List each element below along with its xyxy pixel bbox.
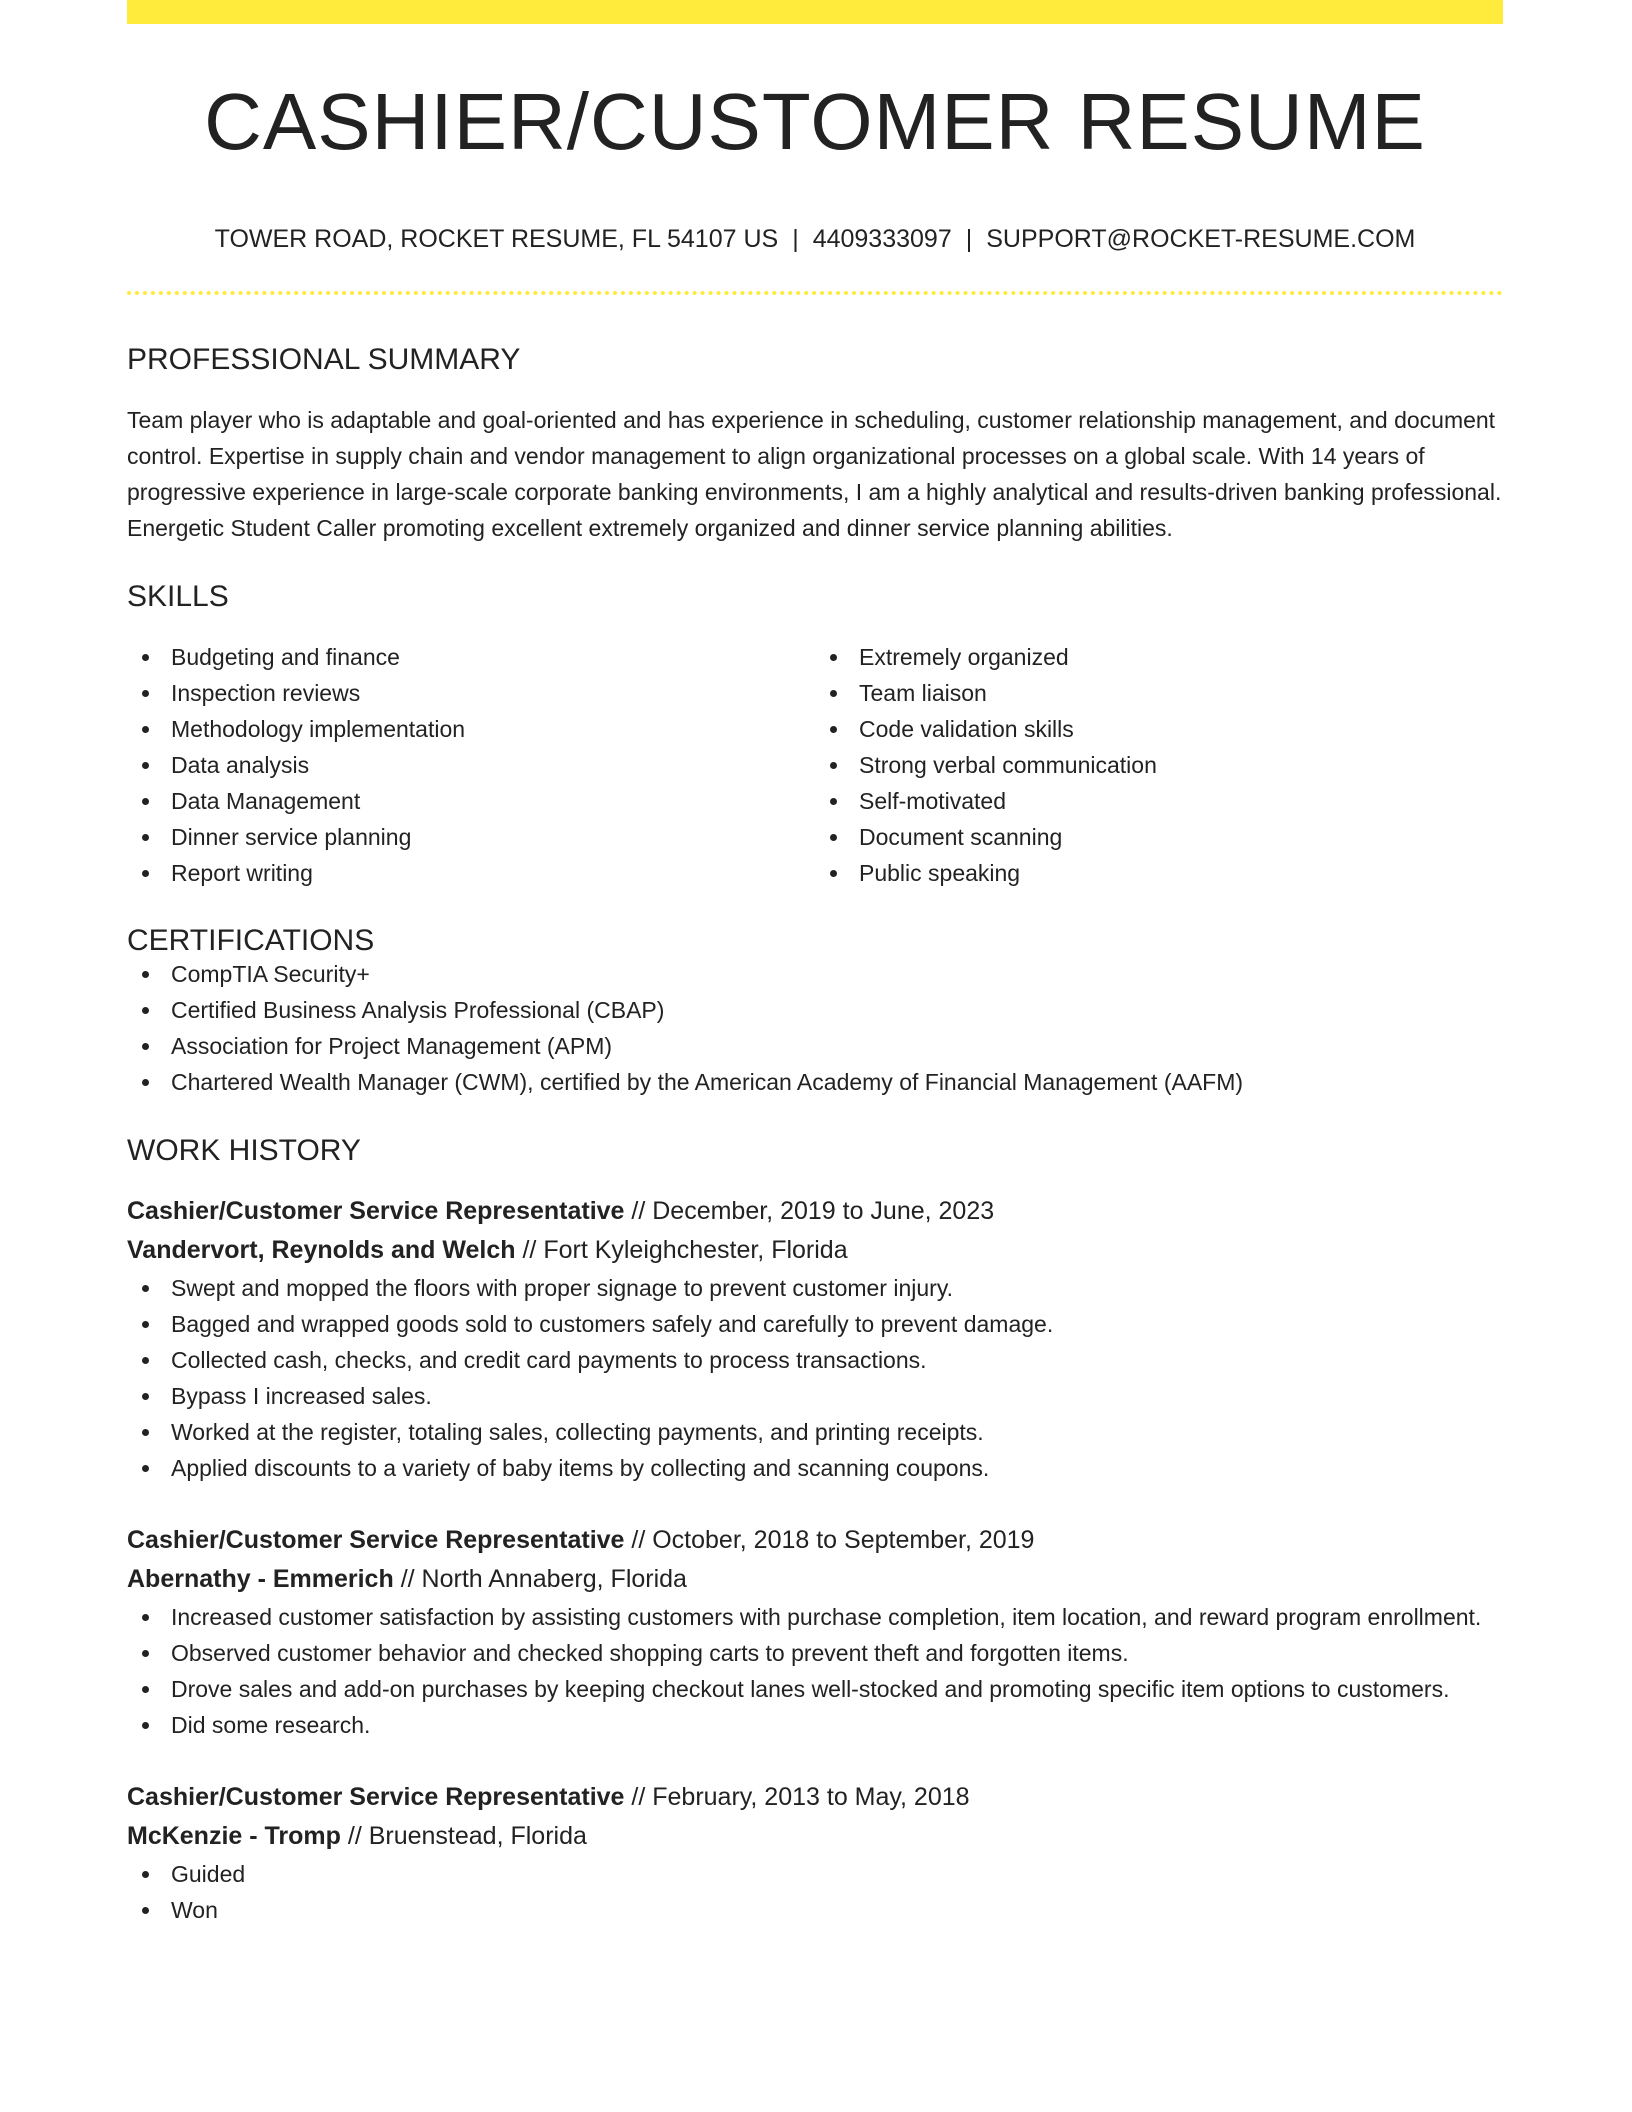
contact-phone: 4409333097 [812, 225, 952, 253]
skill-item [127, 639, 815, 675]
job-company-line [127, 1560, 1503, 1599]
bullet-dot-icon [142, 1650, 149, 1657]
job-role-line [127, 1192, 1503, 1231]
job-duty-item-text: Drove sales and add-on purchases by keeping checkout lanes well-stocked and promoting specific item options to customers. [171, 1676, 1450, 1702]
skill-item [127, 819, 815, 855]
job-role: Cashier/Customer Service Representative [127, 1197, 625, 1225]
bullet-dot-icon [142, 762, 149, 769]
certification-item-text: Certified Business Analysis Professional (CBAP) [171, 997, 665, 1023]
bullet-dot-icon [142, 654, 149, 661]
skill-item-text: Data Management [171, 788, 361, 814]
skill-item-text: Document scanning [859, 824, 1063, 850]
skill-item [815, 639, 1503, 675]
job-duty-item [127, 1599, 1503, 1635]
job-role: Cashier/Customer Service Representative [127, 1526, 625, 1554]
job-duty-item [127, 1856, 1503, 1892]
contact-email: SUPPORT@ROCKET-RESUME.COM [986, 225, 1416, 253]
job-duty-item [127, 1671, 1503, 1707]
skill-item [127, 747, 815, 783]
job-company: Abernathy - Emmerich [127, 1565, 394, 1593]
bullet-dot-icon [142, 1686, 149, 1693]
bullet-dot-icon [142, 1722, 149, 1729]
skill-item-text: Methodology implementation [171, 716, 466, 742]
bullet-dot-icon [142, 1007, 149, 1014]
job-duty-item-text: Collected cash, checks, and credit card payments to process transactions. [171, 1347, 927, 1373]
bullet-dot-icon [142, 1321, 149, 1328]
job-duty-item-text: Bagged and wrapped goods sold to customers safely and carefully to prevent damage. [171, 1311, 1054, 1337]
job-duty-item-text: Won [171, 1897, 218, 1923]
skill-item-text: Inspection reviews [171, 680, 361, 706]
dotted-divider [127, 291, 1503, 295]
job-duty-item [127, 1450, 1503, 1486]
job-duties-list [127, 1270, 1503, 1486]
skill-item [127, 783, 815, 819]
certification-item-text: CompTIA Security+ [171, 961, 370, 987]
job-company-line [127, 1817, 1503, 1856]
job-duty-item [127, 1342, 1503, 1378]
bullet-dot-icon [142, 1043, 149, 1050]
certification-item [127, 992, 1503, 1028]
skills-list-right [815, 639, 1503, 891]
bullet-dot-icon [142, 726, 149, 733]
skill-item [815, 747, 1503, 783]
skill-item [815, 855, 1503, 891]
bullet-dot-icon [142, 1907, 149, 1914]
job-duty-item [127, 1306, 1503, 1342]
certification-item-text: Association for Project Management (APM) [171, 1033, 613, 1059]
skills-grid [127, 639, 1503, 891]
bullet-dot-icon [142, 1614, 149, 1621]
skill-item-text: Strong verbal communication [859, 752, 1157, 778]
skills-column-left [127, 639, 815, 891]
bullet-dot-icon [142, 798, 149, 805]
skill-item [127, 855, 815, 891]
job-location: // Fort Kyleighchester, Florida [515, 1236, 848, 1264]
bullet-dot-icon [142, 834, 149, 841]
skill-item-text: Self-motivated [859, 788, 1007, 814]
resume-page [127, 0, 1503, 1928]
job-duty-item [127, 1270, 1503, 1306]
job-duties-list [127, 1856, 1503, 1928]
job-role-line [127, 1778, 1503, 1817]
job-dates: // February, 2013 to May, 2018 [624, 1783, 970, 1811]
bullet-dot-icon [142, 1871, 149, 1878]
skill-item [815, 819, 1503, 855]
certification-item [127, 1064, 1503, 1100]
bullet-dot-icon [830, 834, 837, 841]
bullet-dot-icon [830, 870, 837, 877]
job-dates: // October, 2018 to September, 2019 [624, 1526, 1035, 1554]
bullet-dot-icon [142, 971, 149, 978]
job-role: Cashier/Customer Service Representative [127, 1783, 625, 1811]
skill-item [815, 711, 1503, 747]
bullet-dot-icon [830, 798, 837, 805]
certification-item [127, 956, 1503, 992]
job-entry [127, 1521, 1503, 1743]
work-history-heading: WORK HISTORY [127, 1134, 361, 1167]
bullet-dot-icon [142, 690, 149, 697]
skill-item [815, 675, 1503, 711]
accent-top-bar [127, 0, 1503, 24]
bullet-dot-icon [830, 726, 837, 733]
job-duty-item [127, 1635, 1503, 1671]
job-entry [127, 1778, 1503, 1928]
bullet-dot-icon [830, 690, 837, 697]
job-duty-item [127, 1892, 1503, 1928]
job-duties-list [127, 1599, 1503, 1743]
work-history-list [127, 1192, 1503, 1928]
job-duty-item [127, 1378, 1503, 1414]
job-duty-item-text: Swept and mopped the floors with proper signage to prevent customer injury. [171, 1275, 953, 1301]
skills-heading: SKILLS [127, 580, 229, 613]
job-duty-item-text: Guided [171, 1861, 246, 1887]
contact-separator: | [965, 225, 973, 253]
job-duty-item-text: Applied discounts to a variety of baby items by collecting and scanning coupons. [171, 1455, 990, 1481]
certification-item [127, 1028, 1503, 1064]
job-company: McKenzie - Tromp [127, 1822, 341, 1850]
bullet-dot-icon [830, 762, 837, 769]
summary-text: Team player who is adaptable and goal-oriented and has experience in scheduling, customer relationship management, and document control. Expertise in supply chain and vendor management to align organizational processes on a global scale. With 14 years of progressive experience in large-scale corporate banking environments, I am a highly analytical and results-driven banking professional. Energetic Student Caller promoting excellent extremely organized and dinner service planning abilities. [127, 407, 1502, 541]
job-location: // Bruenstead, Florida [340, 1822, 587, 1850]
resume-title: CASHIER/CUSTOMER RESUME [204, 77, 1426, 166]
job-location: // North Annaberg, Florida [393, 1565, 687, 1593]
job-duty-item [127, 1707, 1503, 1743]
bullet-dot-icon [142, 1429, 149, 1436]
skill-item-text: Data analysis [171, 752, 310, 778]
bullet-dot-icon [142, 1285, 149, 1292]
skill-item-text: Public speaking [859, 860, 1021, 886]
job-company-line [127, 1231, 1503, 1270]
contact-address: TOWER ROAD, ROCKET RESUME, FL 54107 US [214, 225, 779, 253]
job-company: Vandervort, Reynolds and Welch [127, 1236, 516, 1264]
skill-item [127, 711, 815, 747]
job-duty-item-text: Increased customer satisfaction by assisting customers with purchase completion, item location, and reward program enrollment. [171, 1604, 1482, 1630]
job-duty-item-text: Bypass I increased sales. [171, 1383, 432, 1409]
skill-item-text: Budgeting and finance [171, 644, 400, 670]
skills-list-left [127, 639, 815, 891]
certification-item-text: Chartered Wealth Manager (CWM), certified by the American Academy of Financial Management (AAFM) [171, 1069, 1244, 1095]
bullet-dot-icon [142, 1393, 149, 1400]
job-duty-item-text: Observed customer behavior and checked shopping carts to prevent theft and forgotten items. [171, 1640, 1129, 1666]
skill-item [127, 675, 815, 711]
bullet-dot-icon [142, 1357, 149, 1364]
job-entry [127, 1192, 1503, 1486]
bullet-dot-icon [142, 870, 149, 877]
bullet-dot-icon [142, 1465, 149, 1472]
skills-column-right [815, 639, 1503, 891]
certifications-list [127, 956, 1503, 1100]
contact-line [127, 227, 1503, 252]
job-duty-item-text: Worked at the register, totaling sales, collecting payments, and printing receipts. [171, 1419, 984, 1445]
summary-heading: PROFESSIONAL SUMMARY [127, 343, 521, 376]
skill-item-text: Code validation skills [859, 716, 1074, 742]
job-duty-item [127, 1414, 1503, 1450]
certifications-heading: CERTIFICATIONS [127, 924, 375, 957]
skill-item-text: Report writing [171, 860, 313, 886]
bullet-dot-icon [830, 654, 837, 661]
bullet-dot-icon [142, 1079, 149, 1086]
skill-item [815, 783, 1503, 819]
job-duty-item-text: Did some research. [171, 1712, 371, 1738]
contact-separator: | [792, 225, 799, 253]
skill-item-text: Team liaison [859, 680, 987, 706]
job-dates: // December, 2019 to June, 2023 [624, 1197, 995, 1225]
skill-item-text: Dinner service planning [171, 824, 412, 850]
job-role-line [127, 1521, 1503, 1560]
skill-item-text: Extremely organized [859, 644, 1069, 670]
